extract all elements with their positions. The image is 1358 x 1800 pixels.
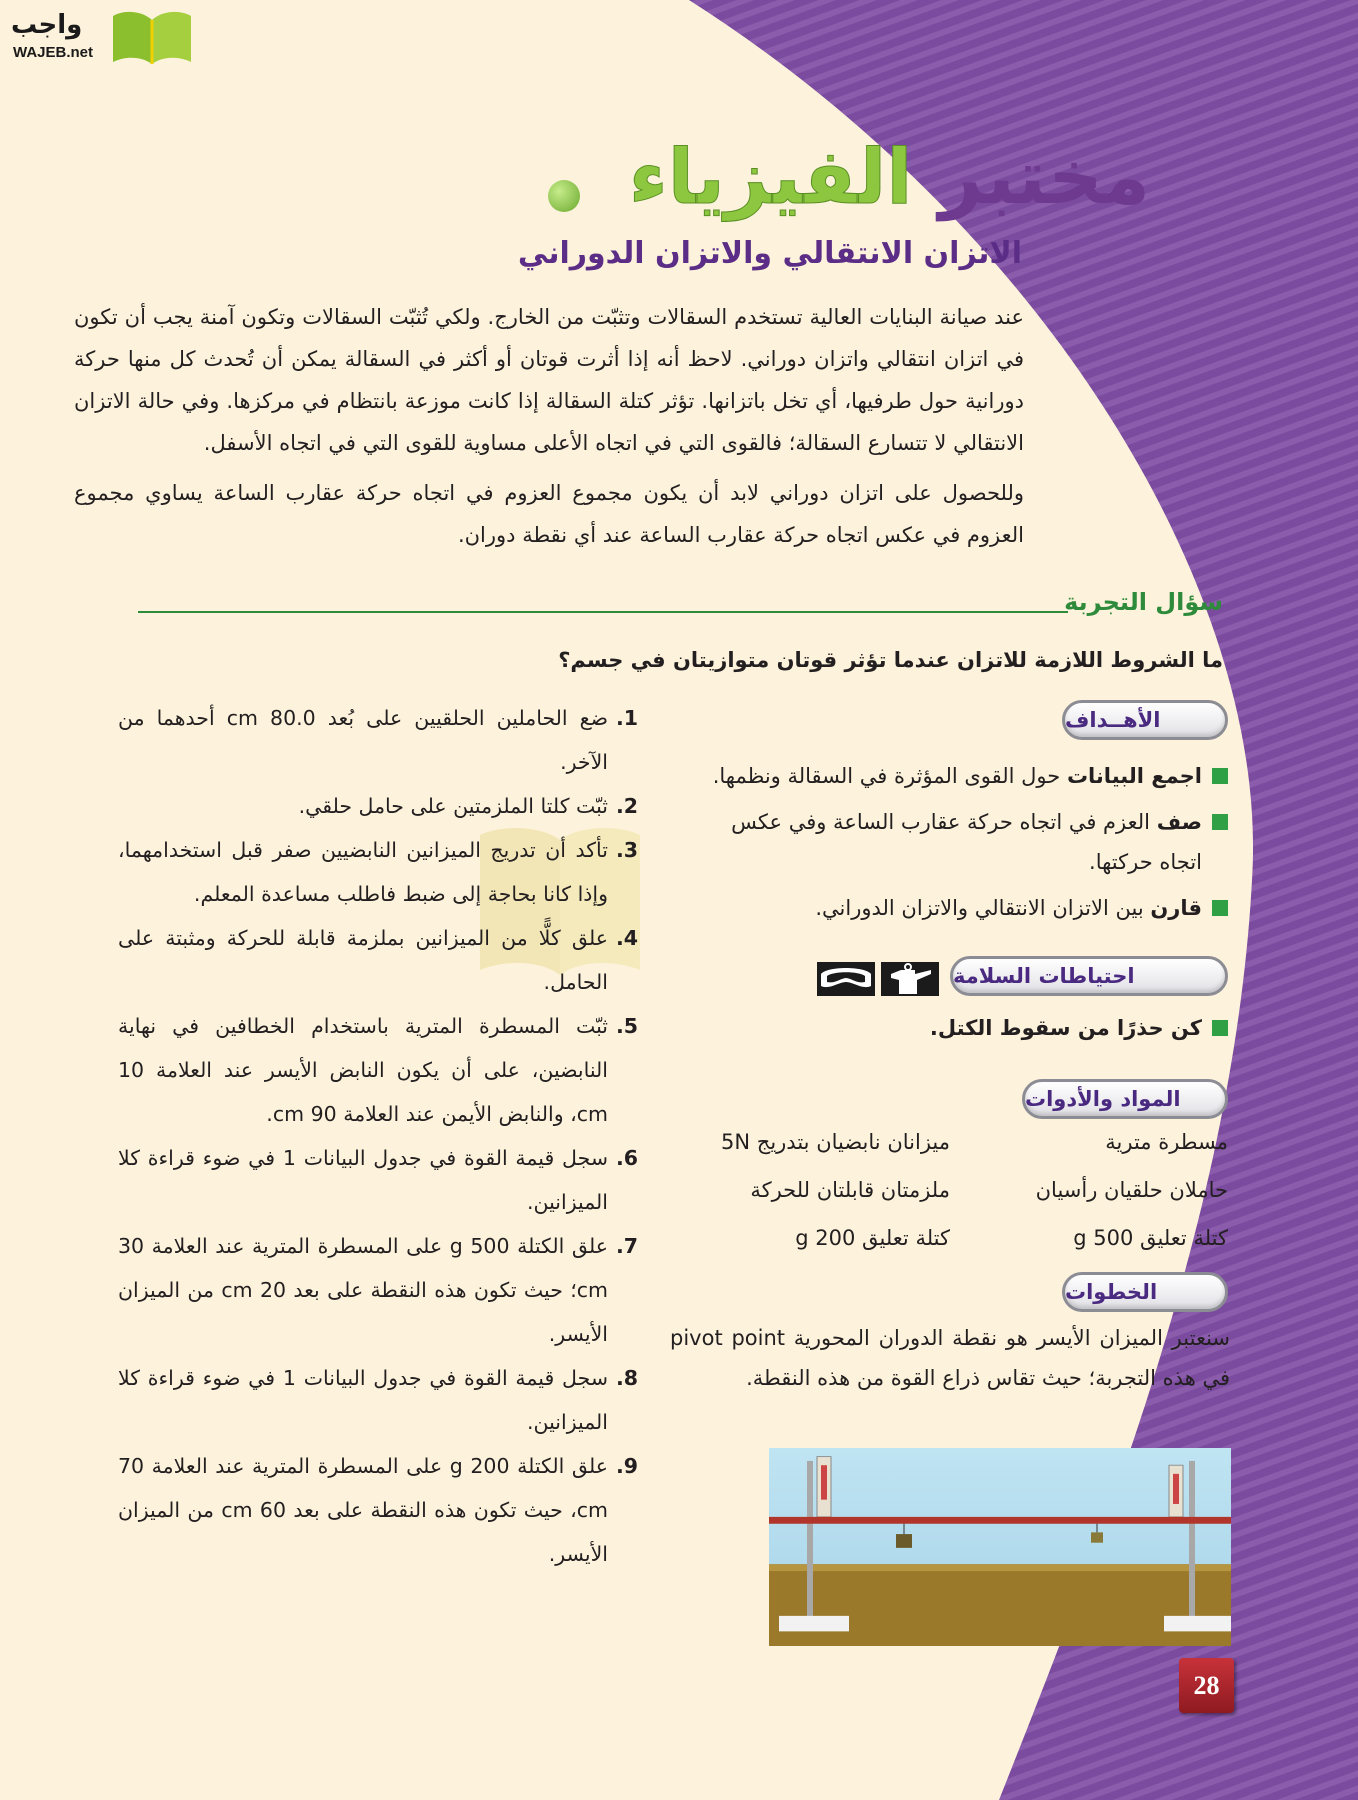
bullet-icon bbox=[1212, 1020, 1228, 1036]
step-item: 2. ثبّت كلتا الملزمتين على حامل حلقي. bbox=[298, 794, 638, 818]
procedure-heading: الخطوات bbox=[1062, 1272, 1228, 1312]
material-item: كتلة تعليق 200 g bbox=[795, 1226, 950, 1250]
book-icon bbox=[111, 8, 193, 66]
material-item: كتلة تعليق 500 g bbox=[1073, 1226, 1228, 1250]
experiment-question: ما الشروط اللازمة للاتزان عندما تؤثر قوتان متوازيتان في جسم؟ bbox=[558, 648, 1223, 672]
step-item: 9. علق الكتلة 200 g على المسطرة المترية عند العلامة 70 cm، حيث تكون هذه النقطة على بعد 60 cm من الميزان الأيسر. bbox=[118, 1454, 638, 1566]
step-item: 8. سجل قيمة القوة في جدول البيانات 1 في ضوء قراءة كلا الميزانين. bbox=[118, 1366, 638, 1434]
step-item: 5. ثبّت المسطرة المترية باستخدام الخطافين في نهاية النابضين، على أن يكون النابض الأيسر عند العلامة 10 cm، والنابض الأيمن عند العلامة 90 cm. bbox=[118, 1014, 638, 1126]
intro-paragraph-1: عند صيانة البنايات العالية تستخدم السقالات وتثبّت من الخارج. ولكي تُثبّت السقالات وتكون آمنة يجب أن تكون في اتزان انتقالي واتزان دوراني. لاحظ أنه إذا أثرت قوتان أو أكثر في السقالة يمكن أن تُحدث كل منها حركة دورانية حول طرفيها، أي تخل باتزانها. تؤثر كتلة السقالة إذا كانت موزعة بانتظام في مركزها. وفي حالة الاتزان الانتقالي لا تتسارع السقالة؛ فالقوى التي في اتجاه الأعلى مساوية للقوى التي في اتجاه الأسفل. bbox=[74, 305, 1024, 455]
page-title: مختبر الفيزياء bbox=[628, 132, 1150, 221]
safety-item: كن حذرًا من سقوط الكتل. bbox=[688, 1008, 1228, 1048]
objective-item: قارن بين الاتزان الانتقالي والاتزان الدوراني. bbox=[688, 888, 1228, 928]
objective-item: صف العزم في اتجاه حركة عقارب الساعة وفي عكس اتجاه حركتها. bbox=[688, 802, 1228, 882]
section-divider bbox=[138, 611, 1068, 613]
procedure-steps bbox=[118, 696, 638, 1576]
step-item: 7. علق الكتلة 500 g على المسطرة المترية عند العلامة 30 cm؛ حيث تكون هذه النقطة على بعد 20 cm من الميزان الأيسر. bbox=[118, 1234, 638, 1346]
safety-heading: احتياطات السلامة bbox=[950, 956, 1228, 996]
material-item: ملزمتان قابلتان للحركة bbox=[750, 1178, 950, 1202]
objectives-list bbox=[688, 756, 1228, 956]
goggles-icon bbox=[817, 962, 875, 996]
bullet-icon bbox=[1212, 900, 1228, 916]
objectives-heading: الأهــداف bbox=[1062, 700, 1228, 740]
materials-heading: المواد والأدوات bbox=[1022, 1079, 1228, 1119]
material-item: ميزانان نابضيان بتدريج 5N bbox=[721, 1130, 950, 1154]
intro-text bbox=[74, 296, 1024, 556]
page-number: 28 bbox=[1179, 1658, 1234, 1713]
bullet-icon bbox=[1212, 814, 1228, 830]
intro-paragraph-2: وللحصول على اتزان دوراني لابد أن يكون مجموع العزوم في اتجاه حركة عقارب الساعة يساوي مجموع العزوم في عكس اتجاه حركة عقارب الساعة عند أي نقطة دوران. bbox=[74, 481, 1024, 547]
step-item: 1. ضع الحاملين الحلقيين على بُعد 80.0 cm أحدهما من الآخر. bbox=[118, 706, 638, 774]
material-item: مسطرة مترية bbox=[1105, 1130, 1228, 1154]
title-bullet-icon bbox=[548, 180, 580, 212]
material-item: حاملان حلقيان رأسيان bbox=[1035, 1178, 1228, 1202]
page-subtitle: الاتزان الانتقالي والاتزان الدوراني bbox=[517, 236, 1022, 271]
question-heading: سؤال التجربة bbox=[1064, 588, 1223, 616]
bullet-icon bbox=[1212, 768, 1228, 784]
safety-list bbox=[688, 1008, 1228, 1050]
wajeb-logo[interactable]: واجب WAJEB.net bbox=[11, 6, 191, 68]
apparatus-photo bbox=[769, 1448, 1231, 1646]
lab-coat-icon bbox=[881, 962, 939, 996]
step-item: 3. تأكد أن تدريج الميزانين النابضيين صفر قبل استخدامهما، وإذا كانا بحاجة إلى ضبط فاطلب مساعدة المعلم. bbox=[118, 838, 638, 906]
objective-item: اجمع البيانات حول القوى المؤثرة في السقالة ونظمها. bbox=[688, 756, 1228, 796]
procedure-intro: سنعتبر الميزان الأيسر هو نقطة الدوران المحورية pivot point في هذه التجربة؛ حيث تقاس ذراع القوة من هذه النقطة. bbox=[670, 1326, 1231, 1390]
step-item: 6. سجل قيمة القوة في جدول البيانات 1 في ضوء قراءة كلا الميزانين. bbox=[118, 1146, 638, 1214]
step-item: 4. علق كلًّا من الميزانين بملزمة قابلة للحركة ومثبتة على الحامل. bbox=[118, 926, 638, 994]
